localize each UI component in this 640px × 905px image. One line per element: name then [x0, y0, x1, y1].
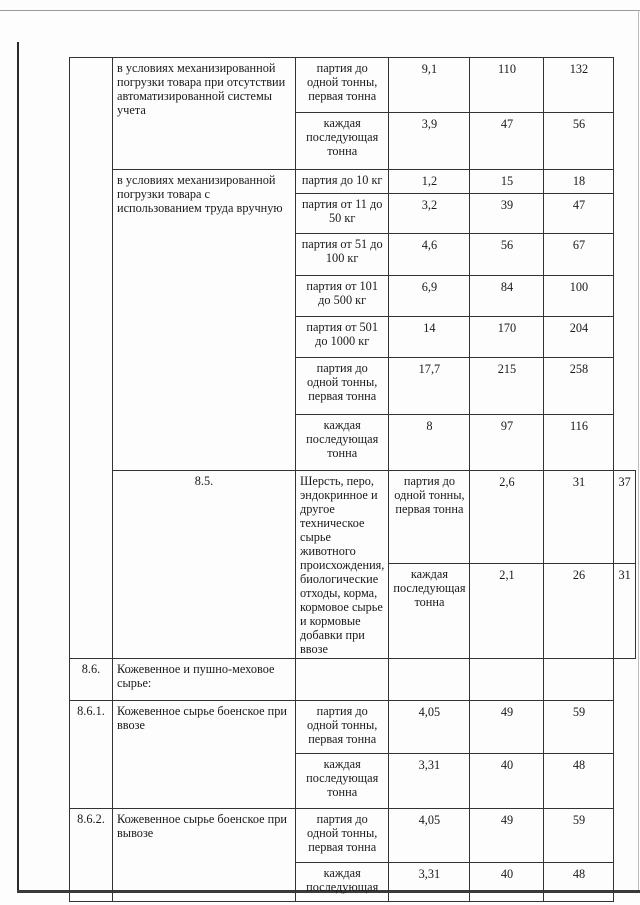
value-col2: 49 — [470, 809, 544, 863]
value-col2: 84 — [470, 276, 544, 317]
unit-cell: каждая последующая тонна — [296, 113, 389, 170]
value-col1: 17,7 — [389, 358, 470, 415]
value-col1 — [389, 659, 470, 701]
scan-edge-right — [638, 10, 639, 890]
value-col2: 39 — [470, 194, 544, 234]
table-row — [70, 471, 636, 564]
table-row — [70, 809, 636, 863]
unit-cell: каждая последующая тонна — [296, 754, 389, 809]
item-description: в условиях механизированной погрузки товара при отсутствии автоматизированной системы учета — [113, 58, 296, 170]
value-col3: 18 — [544, 170, 614, 194]
value-col3: 132 — [544, 58, 614, 113]
value-col3: 258 — [544, 358, 614, 415]
value-col2: 40 — [470, 863, 544, 902]
value-col3: 47 — [544, 194, 614, 234]
value-col2: 26 — [544, 564, 614, 659]
value-col1: 9,1 — [389, 58, 470, 113]
value-col2: 47 — [470, 113, 544, 170]
value-col3: 116 — [544, 415, 614, 471]
item-description: в условиях механизированной погрузки товара с использованием труда вручную — [113, 170, 296, 471]
table-row — [70, 659, 636, 701]
value-col2: 170 — [470, 317, 544, 358]
value-col3 — [544, 659, 614, 701]
unit-cell: партия от 51 до 100 кг — [296, 234, 389, 276]
value-col2: 56 — [470, 234, 544, 276]
item-description: Кожевенное и пушно-меховое сырье: — [113, 659, 296, 701]
unit-cell: партия до одной тонны, первая тонна — [389, 471, 470, 564]
value-col1: 8 — [389, 415, 470, 471]
table-row — [70, 58, 636, 113]
value-col1: 3,9 — [389, 113, 470, 170]
item-description: Кожевенное сырье боенское при ввозе — [113, 701, 296, 809]
value-col3: 59 — [544, 809, 614, 863]
value-col2: 215 — [470, 358, 544, 415]
value-col3: 37 — [614, 471, 635, 564]
unit-cell: партия до одной тонны, первая тонна — [296, 58, 389, 113]
item-number-cell: 8.6.2. — [70, 809, 113, 902]
unit-cell: каждая последующая тонна — [296, 415, 389, 471]
scan-edge-top — [0, 10, 640, 11]
tariff-table — [69, 57, 636, 902]
unit-cell: партия до одной тонны, первая тонна — [296, 701, 389, 754]
unit-cell: партия до одной тонны, первая тонна — [296, 358, 389, 415]
value-col2: 15 — [470, 170, 544, 194]
value-col3: 67 — [544, 234, 614, 276]
value-col1: 3,31 — [389, 863, 470, 902]
item-number-cell — [70, 58, 113, 659]
table-row — [70, 701, 636, 754]
value-col1: 1,2 — [389, 170, 470, 194]
value-col2: 97 — [470, 415, 544, 471]
unit-cell — [296, 659, 389, 701]
value-col3: 48 — [544, 863, 614, 902]
unit-cell: каждая последующая — [296, 863, 389, 902]
value-col2: 31 — [544, 471, 614, 564]
item-number-cell: 8.6. — [70, 659, 113, 701]
value-col1: 3,2 — [389, 194, 470, 234]
value-col1: 4,05 — [389, 809, 470, 863]
value-col1: 4,05 — [389, 701, 470, 754]
value-col3: 59 — [544, 701, 614, 754]
scan-edge-left — [17, 42, 19, 892]
value-col1: 14 — [389, 317, 470, 358]
value-col2 — [470, 659, 544, 701]
value-col2: 49 — [470, 701, 544, 754]
value-col1: 2,1 — [470, 564, 544, 659]
value-col2: 40 — [470, 754, 544, 809]
value-col3: 100 — [544, 276, 614, 317]
value-col2: 110 — [470, 58, 544, 113]
unit-cell: каждая последующая тонна — [389, 564, 470, 659]
value-col1: 3,31 — [389, 754, 470, 809]
unit-cell: партия до одной тонны, первая тонна — [296, 809, 389, 863]
unit-cell: партия от 101 до 500 кг — [296, 276, 389, 317]
table-row — [70, 170, 636, 194]
unit-cell: партия до 10 кг — [296, 170, 389, 194]
value-col1: 4,6 — [389, 234, 470, 276]
item-number-cell: 8.5. — [113, 471, 296, 659]
item-number-cell: 8.6.1. — [70, 701, 113, 809]
value-col3: 31 — [614, 564, 635, 659]
unit-cell: партия от 501 до 1000 кг — [296, 317, 389, 358]
value-col1: 6,9 — [389, 276, 470, 317]
value-col3: 56 — [544, 113, 614, 170]
value-col3: 204 — [544, 317, 614, 358]
unit-cell: партия от 11 до 50 кг — [296, 194, 389, 234]
item-description: Шерсть, перо, эндокринное и другое техническое сырье животного происхождения, биологические отходы, корма, кормовое сырье и кормовые добавки при ввозе — [296, 471, 389, 659]
item-description: Кожевенное сырье боенское при вывозе — [113, 809, 296, 902]
value-col1: 2,6 — [470, 471, 544, 564]
value-col3: 48 — [544, 754, 614, 809]
